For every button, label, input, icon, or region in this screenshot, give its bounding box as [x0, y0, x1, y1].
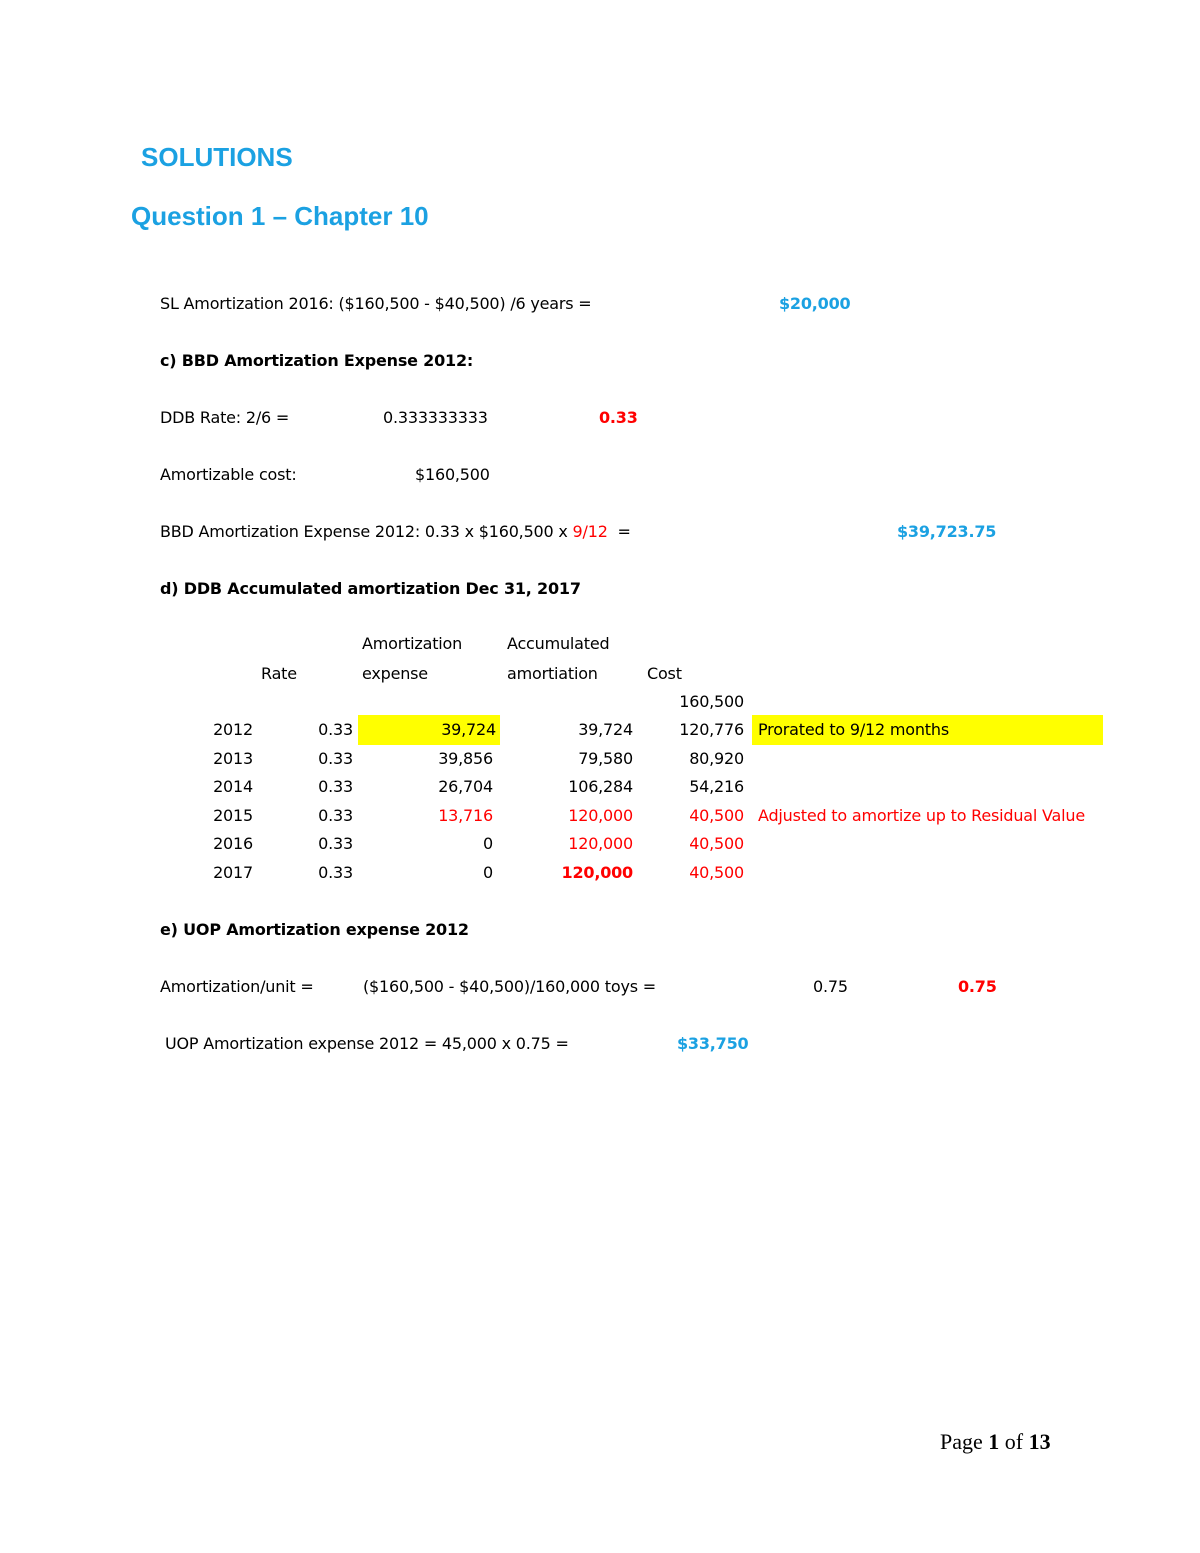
table-row-rate: 0.33	[318, 806, 353, 825]
bbd-expense-label: BBD Amortization Expense 2012: 0.33 x $160,500 x	[160, 522, 573, 541]
bbd-expense-fraction: 9/12	[572, 522, 608, 541]
table-row-expense: 39,724	[358, 715, 500, 745]
table-row-cost: 80,920	[689, 749, 744, 768]
header-cost: Cost	[647, 664, 682, 683]
table-row-cost: 54,216	[689, 777, 744, 796]
bbd-expense-result: $39,723.75	[897, 522, 997, 541]
table-row-expense: 13,716	[438, 806, 493, 825]
page-num: 1	[988, 1429, 1000, 1454]
table-row-accum: 79,580	[578, 749, 633, 768]
table-row-year: 2013	[213, 749, 253, 768]
table-row-accum: 120,000	[561, 863, 633, 882]
part-d-title: d) DDB Accumulated amortization Dec 31, 2017	[160, 579, 581, 598]
bbd-expense-line	[160, 522, 631, 542]
table-row-rate: 0.33	[318, 720, 353, 739]
uop-unit-label: Amortization/unit =	[160, 977, 314, 996]
ddb-rate-label: DDB Rate: 2/6 =	[160, 408, 290, 427]
table-row-year: 2015	[213, 806, 253, 825]
amortizable-cost-label: Amortizable cost:	[160, 465, 297, 484]
sl-amortization-label: SL Amortization 2016: ($160,500 - $40,500) /6 years =	[160, 294, 592, 313]
ddb-rate-value: 0.333333333	[383, 408, 488, 427]
question-title: Question 1 – Chapter 10	[131, 201, 429, 231]
header-amortization-top: Amortization	[362, 634, 463, 653]
ddb-rate-rounded: 0.33	[599, 408, 638, 427]
page-word: Page	[940, 1429, 983, 1454]
table-row-cost: 40,500	[689, 863, 744, 882]
uop-expense-label: UOP Amortization expense 2012 = 45,000 x 0.75 =	[165, 1034, 569, 1053]
uop-unit-value-rounded: 0.75	[958, 977, 997, 996]
bbd-expense-eq: =	[617, 522, 631, 541]
table-row-year: 2016	[213, 834, 253, 853]
uop-unit-value: 0.75	[813, 977, 848, 996]
part-e-title: e) UOP Amortization expense 2012	[160, 920, 469, 939]
sl-amortization-result: $20,000	[779, 294, 851, 313]
table-row-expense: 39,856	[438, 749, 493, 768]
table-row-year: 2017	[213, 863, 253, 882]
header-amortization-bottom: expense	[362, 664, 428, 683]
table-row-cost: 40,500	[689, 806, 744, 825]
page-total: 13	[1028, 1429, 1051, 1454]
solutions-heading: SOLUTIONS	[141, 142, 293, 172]
table-row-note: Prorated to 9/12 months	[752, 715, 1103, 745]
table-row-accum: 120,000	[568, 834, 633, 853]
table-row-rate: 0.33	[318, 749, 353, 768]
table-row-accum: 120,000	[568, 806, 633, 825]
bbd-expense-spacer	[608, 522, 618, 541]
table-row-expense: 0	[483, 834, 493, 853]
table-row-cost: 40,500	[689, 834, 744, 853]
table-row-expense: 26,704	[438, 777, 493, 796]
of-word: of	[1004, 1429, 1024, 1454]
table-row-year: 2012	[213, 720, 253, 739]
table-row-note: Adjusted to amortize up to Residual Value	[758, 806, 1085, 825]
table-row-rate: 0.33	[318, 834, 353, 853]
header-rate: Rate	[261, 664, 297, 683]
table-row-year: 2014	[213, 777, 253, 796]
table-row-accum: 39,724	[578, 720, 633, 739]
table-row-cost: 120,776	[679, 720, 744, 739]
uop-unit-formula: ($160,500 - $40,500)/160,000 toys =	[363, 977, 656, 996]
header-accumulated-top: Accumulated	[507, 634, 610, 653]
uop-expense-result: $33,750	[677, 1034, 749, 1053]
header-accumulated-bottom: amortiation	[507, 664, 598, 683]
table-row-rate: 0.33	[318, 777, 353, 796]
table-row-expense: 0	[483, 863, 493, 882]
table-row-rate: 0.33	[318, 863, 353, 882]
opening-cost: 160,500	[679, 692, 744, 711]
table-row-accum: 106,284	[568, 777, 633, 796]
part-c-title: c) BBD Amortization Expense 2012:	[160, 351, 474, 370]
amortizable-cost-value: $160,500	[415, 465, 490, 484]
page-number-footer	[940, 1429, 1051, 1455]
